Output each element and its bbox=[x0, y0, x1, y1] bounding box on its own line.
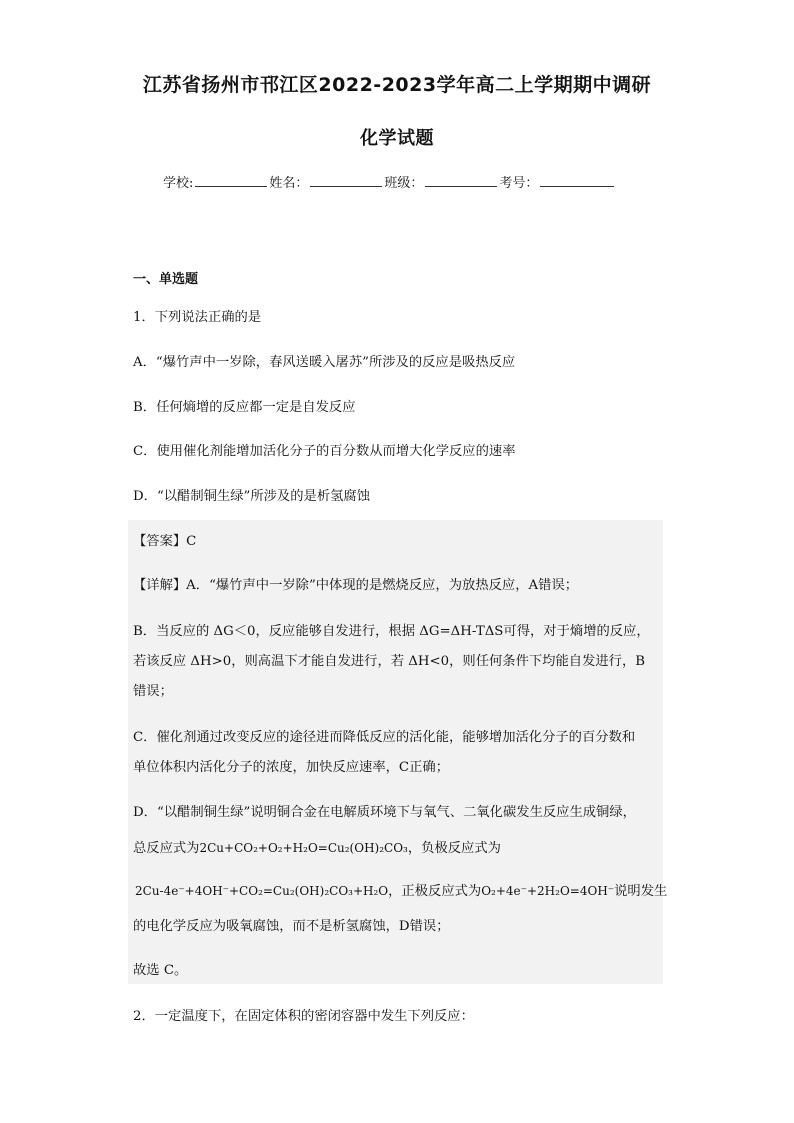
detail-c-line1: C．催化剂通过改变反应的途径进而降低反应的活化能，能够增加活化分子的百分数和 bbox=[133, 730, 636, 745]
option-c: C．使用催化剂能增加活化分子的百分数从而增大化学反应的速率 bbox=[133, 444, 516, 459]
name-blank[interactable] bbox=[310, 174, 382, 187]
answer-label: 【答案】C bbox=[133, 534, 197, 549]
option-a: A．“爆竹声中一岁除，春风送暖入屠苏”所涉及的反应是吸热反应 bbox=[133, 355, 516, 370]
school-label: 学校: bbox=[163, 176, 194, 191]
total-reaction-prefix: 总反应式为 bbox=[133, 841, 200, 856]
detail-d-line3 bbox=[135, 880, 667, 899]
negative-electrode-formula: 2Cu-4e⁻+4OH⁻+CO₂=Cu₂(OH)₂CO₃+H₂O bbox=[135, 884, 389, 898]
exam-title: 江苏省扬州市邗江区2022-2023学年高二上学期期中调研 bbox=[142, 74, 652, 96]
class-label: 班级： bbox=[384, 176, 424, 191]
detail-c-line2: 单位体积内活化分子的浓度，加快反应速率，C正确； bbox=[133, 760, 450, 775]
question-1-stem: 1．下列说法正确的是 bbox=[133, 310, 262, 325]
positive-electrode-formula: O₂+4e⁻+2H₂O=4OH⁻ bbox=[481, 884, 615, 898]
detail-b-line1: B．当反应的 ΔG＜0，反应能够自发进行，根据 ΔG=ΔH-TΔS可得，对于熵增的反应， bbox=[133, 624, 650, 639]
detail-b-line2: 若该反应 ΔH>0，则高温下才能自发进行，若 ΔH<0，则任何条件下均能自发进行，B bbox=[133, 654, 646, 669]
exam-subtitle: 化学试题 bbox=[360, 128, 434, 149]
detail-d-line1: D．“以醋制铜生绿”说明铜合金在电解质环境下与氧气、二氧化碳发生反应生成铜绿， bbox=[133, 805, 636, 820]
exam-number-blank[interactable] bbox=[540, 174, 614, 187]
student-info-row bbox=[163, 172, 616, 191]
negative-electrode-prefix: ，负极反应式为 bbox=[407, 841, 501, 856]
positive-electrode-prefix: ，正极反应式为 bbox=[388, 884, 482, 899]
detail-conclusion: 故选 C。 bbox=[133, 963, 188, 978]
detail-a: 【详解】A．“爆竹声中一岁除”中体现的是燃烧反应，为放热反应，A错误； bbox=[133, 578, 579, 593]
total-reaction-formula: 2Cu+CO₂+O₂+H₂O=Cu₂(OH)₂CO₃ bbox=[199, 841, 408, 855]
section-heading: 一、单选题 bbox=[133, 272, 199, 287]
detail-d-line3-suffix: 说明发生 bbox=[614, 884, 668, 899]
name-label: 姓名： bbox=[269, 176, 309, 191]
detail-d-line2 bbox=[133, 837, 501, 856]
option-b: B．任何熵增的反应都一定是自发反应 bbox=[133, 400, 356, 415]
detail-d-line4: 的电化学反应为吸氧腐蚀，而不是析氢腐蚀，D错误； bbox=[133, 919, 450, 934]
school-blank[interactable] bbox=[195, 174, 267, 187]
detail-b-line3: 错误； bbox=[133, 684, 173, 699]
exam-number-label: 考号： bbox=[499, 176, 539, 191]
question-2-stem: 2．一定温度下，在固定体积的密闭容器中发生下列反应： bbox=[133, 1009, 474, 1024]
class-blank[interactable] bbox=[425, 174, 497, 187]
option-d: D．“以醋制铜生绿”所涉及的是析氢腐蚀 bbox=[133, 489, 371, 504]
